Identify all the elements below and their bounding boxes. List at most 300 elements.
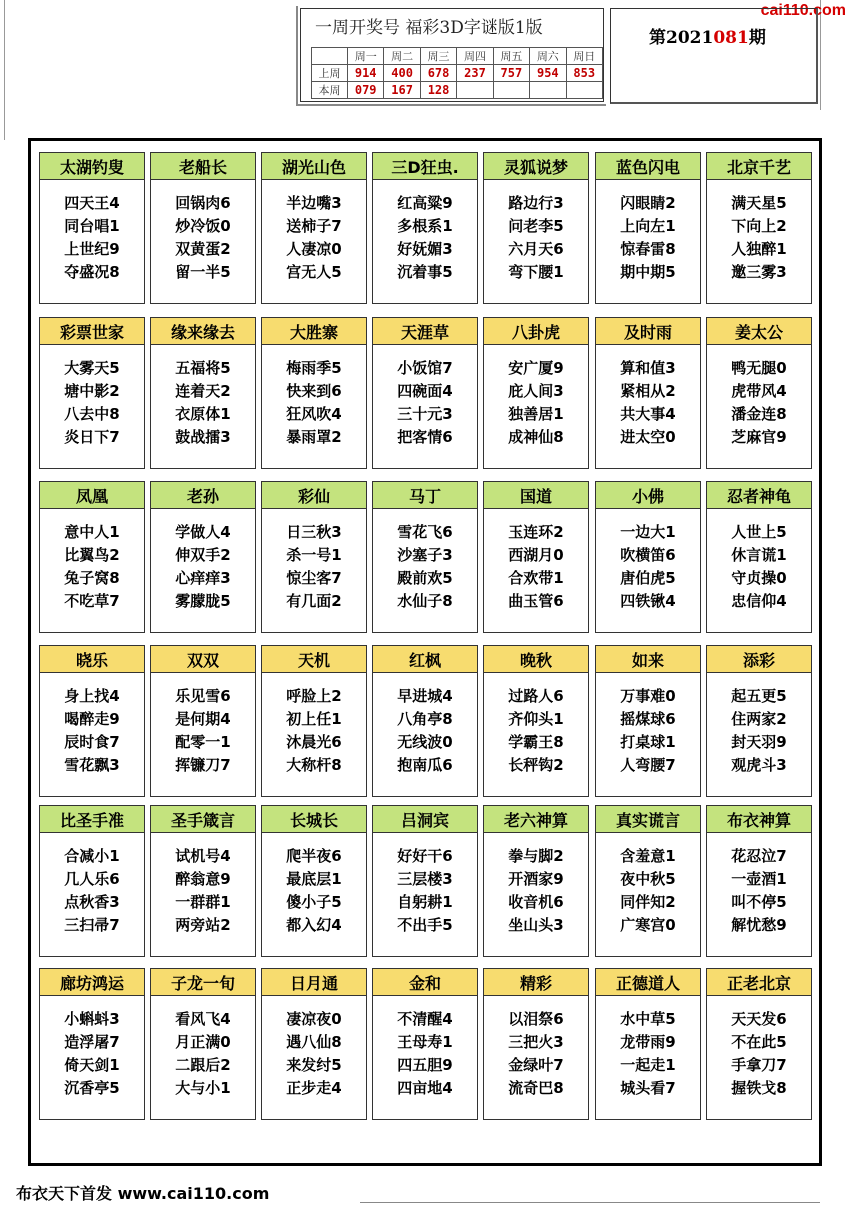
riddle-line: 试机号4 (175, 847, 231, 865)
draw-number: 954 (530, 65, 566, 82)
riddle-body (372, 180, 478, 304)
riddle-card (39, 805, 145, 957)
weekly-draw-table (311, 47, 603, 99)
day-cell: 周四 (457, 48, 493, 65)
riddle-author: 添彩 (706, 645, 812, 673)
riddle-card (706, 317, 812, 469)
riddle-line: 下向上2 (731, 217, 787, 235)
riddle-author: 红枫 (372, 645, 478, 673)
riddle-line: 进太空0 (620, 428, 676, 446)
riddle-line: 多根系1 (397, 217, 453, 235)
riddle-line: 观虎斗3 (731, 756, 787, 774)
riddle-body (150, 996, 256, 1120)
riddle-body (483, 180, 589, 304)
riddle-author: 吕洞宾 (372, 805, 478, 833)
riddle-line: 小蝌蚪3 (64, 1010, 120, 1028)
riddle-line: 意中人1 (64, 523, 120, 541)
row-label: 本周 (312, 82, 348, 99)
riddle-line: 抱南瓜6 (397, 756, 453, 774)
riddle-card (261, 645, 367, 797)
riddle-line: 一群群1 (175, 893, 231, 911)
riddle-line: 问老李5 (508, 217, 564, 235)
riddle-line: 同台唱1 (64, 217, 120, 235)
riddle-card (39, 481, 145, 633)
riddle-card (261, 317, 367, 469)
riddle-body (706, 833, 812, 957)
riddle-body (39, 673, 145, 797)
riddle-author: 忍者神龟 (706, 481, 812, 509)
riddle-line: 炎日下7 (64, 428, 120, 446)
riddle-body (261, 345, 367, 469)
riddle-author: 正德道人 (595, 968, 701, 996)
riddle-card (150, 968, 256, 1120)
riddle-line: 三把火3 (508, 1033, 564, 1051)
riddle-card (595, 645, 701, 797)
riddle-author: 天涯草 (372, 317, 478, 345)
riddle-line: 叫不停5 (731, 893, 787, 911)
riddle-line: 杀一号1 (286, 546, 342, 564)
riddle-line: 雾朦胧5 (175, 592, 231, 610)
riddle-line: 流奇巴8 (508, 1079, 564, 1097)
riddle-line: 雪花飘3 (64, 756, 120, 774)
riddle-line: 殿前欢5 (397, 569, 453, 587)
riddle-card (261, 968, 367, 1120)
riddle-line: 衣原体1 (175, 405, 231, 423)
riddle-body (483, 996, 589, 1120)
riddle-line: 好妩媚3 (397, 240, 453, 258)
riddle-line: 不清醒4 (397, 1010, 453, 1028)
riddle-line: 三层楼3 (397, 870, 453, 888)
riddle-line: 开酒家9 (508, 870, 564, 888)
riddle-author: 八卦虎 (483, 317, 589, 345)
footer-divider (360, 1202, 820, 1203)
riddle-line: 点秋香3 (64, 893, 120, 911)
riddle-line: 沉着事5 (397, 263, 453, 281)
riddle-card (595, 481, 701, 633)
riddle-line: 正步走4 (286, 1079, 342, 1097)
riddle-line: 人弯腰7 (620, 756, 676, 774)
this-week-row (312, 82, 603, 99)
riddle-line: 合欢带1 (508, 569, 564, 587)
draw-number: 678 (420, 65, 456, 82)
last-week-row (312, 65, 603, 82)
riddle-line: 八角亭8 (397, 710, 453, 728)
riddle-author: 北京千艺 (706, 152, 812, 180)
riddle-body (483, 509, 589, 633)
riddle-line: 挥镰刀7 (175, 756, 231, 774)
riddle-author: 彩仙 (261, 481, 367, 509)
riddle-line: 独善居1 (508, 405, 564, 423)
riddle-line: 唐伯虎5 (620, 569, 676, 587)
riddle-author: 子龙一旬 (150, 968, 256, 996)
riddle-line: 双黄蛋2 (175, 240, 231, 258)
riddle-body (150, 833, 256, 957)
riddle-line: 一壶酒1 (731, 870, 787, 888)
riddle-card (595, 805, 701, 957)
riddle-line: 身上找4 (64, 687, 120, 705)
riddle-body (372, 996, 478, 1120)
riddle-line: 龙带雨9 (620, 1033, 676, 1051)
riddle-line: 夺盛况8 (64, 263, 120, 281)
riddle-card (39, 152, 145, 304)
riddle-card (150, 481, 256, 633)
issue-suffix: 期 (748, 28, 766, 48)
riddle-author: 布衣神算 (706, 805, 812, 833)
riddle-author: 天机 (261, 645, 367, 673)
riddle-card (39, 317, 145, 469)
riddle-line: 长秤钩2 (508, 756, 564, 774)
corner-cell (312, 48, 348, 65)
riddle-body (483, 345, 589, 469)
riddle-line: 二跟后2 (175, 1056, 231, 1074)
riddle-body (261, 673, 367, 797)
riddle-line: 大雾天5 (64, 359, 120, 377)
riddle-line: 乐见雪6 (175, 687, 231, 705)
riddle-line: 人独醉1 (731, 240, 787, 258)
riddle-author: 老六神算 (483, 805, 589, 833)
riddle-line: 快来到6 (286, 382, 342, 400)
riddle-line: 人凄凉0 (286, 240, 342, 258)
riddle-author: 马丁 (372, 481, 478, 509)
day-header-row (312, 48, 603, 65)
riddle-line: 不吃草7 (64, 592, 120, 610)
riddle-line: 遇八仙8 (286, 1033, 342, 1051)
footer-credit: 布衣天下首发 www.cai110.com (16, 1184, 270, 1203)
riddle-line: 弯下腰1 (508, 263, 564, 281)
riddle-author: 大胜寨 (261, 317, 367, 345)
riddle-card (706, 481, 812, 633)
issue-code: 081 (713, 28, 749, 48)
riddle-body (39, 345, 145, 469)
riddle-body (372, 673, 478, 797)
riddle-line: 配零一1 (175, 733, 231, 751)
riddle-line: 都入幻4 (286, 916, 342, 934)
riddle-author: 老船长 (150, 152, 256, 180)
issue-prefix: 第2021 (649, 28, 714, 48)
riddle-line: 好好干6 (397, 847, 453, 865)
riddle-line: 上向左1 (620, 217, 676, 235)
riddle-author: 廊坊鸿运 (39, 968, 145, 996)
draw-number: 237 (457, 65, 493, 82)
riddle-card (261, 805, 367, 957)
riddle-line: 一边大1 (620, 523, 676, 541)
draw-number: 853 (566, 65, 602, 82)
riddle-line: 解忧愁9 (731, 916, 787, 934)
riddle-line: 握铁戈8 (731, 1079, 787, 1097)
riddle-body (372, 509, 478, 633)
riddle-body (483, 833, 589, 957)
riddle-body (595, 833, 701, 957)
riddle-line: 三十元3 (397, 405, 453, 423)
riddle-card (372, 645, 478, 797)
riddle-card (595, 152, 701, 304)
riddle-line: 是何期4 (175, 710, 231, 728)
riddle-line: 芝麻官9 (731, 428, 787, 446)
riddle-line: 宫无人5 (286, 263, 342, 281)
riddle-author: 晓乐 (39, 645, 145, 673)
riddle-line: 吹横笛6 (620, 546, 676, 564)
riddle-line: 来发纣5 (286, 1056, 342, 1074)
riddle-line: 学霸王8 (508, 733, 564, 751)
riddle-line: 同伴知2 (620, 893, 676, 911)
riddle-author: 比圣手准 (39, 805, 145, 833)
riddle-line: 不在此5 (731, 1033, 787, 1051)
riddle-card (595, 317, 701, 469)
riddle-line: 连着天2 (175, 382, 231, 400)
riddle-line: 早进城4 (397, 687, 453, 705)
draw-number (530, 82, 566, 99)
riddle-line: 不出手5 (397, 916, 453, 934)
riddle-line: 虎带风4 (731, 382, 787, 400)
riddle-line: 鸭无腿0 (731, 359, 787, 377)
riddle-line: 水仙子8 (397, 592, 453, 610)
riddle-body (39, 996, 145, 1120)
riddle-body (706, 996, 812, 1120)
riddle-grid (28, 138, 822, 1166)
riddle-line: 无线波0 (397, 733, 453, 751)
riddle-line: 沉香亭5 (64, 1079, 120, 1097)
riddle-line: 暴雨罩2 (286, 428, 342, 446)
riddle-line: 人世上5 (731, 523, 787, 541)
riddle-line: 广寒宫0 (620, 916, 676, 934)
riddle-body (39, 180, 145, 304)
riddle-line: 住两家2 (731, 710, 787, 728)
riddle-line: 有几面2 (286, 592, 342, 610)
riddle-body (706, 180, 812, 304)
riddle-line: 凄凉夜0 (286, 1010, 342, 1028)
riddle-line: 几人乐6 (64, 870, 120, 888)
riddle-card (483, 968, 589, 1120)
draw-number: 914 (348, 65, 384, 82)
riddle-card (372, 152, 478, 304)
riddle-line: 庇人间3 (508, 382, 564, 400)
riddle-line: 过路人6 (508, 687, 564, 705)
riddle-line: 闪眼睛2 (620, 194, 676, 212)
riddle-line: 辰时食7 (64, 733, 120, 751)
riddle-body (261, 833, 367, 957)
riddle-author: 姜太公 (706, 317, 812, 345)
riddle-line: 天天发6 (731, 1010, 787, 1028)
riddle-line: 王母寿1 (397, 1033, 453, 1051)
riddle-body (595, 996, 701, 1120)
riddle-body (706, 345, 812, 469)
riddle-line: 打桌球1 (620, 733, 676, 751)
riddle-author: 真实谎言 (595, 805, 701, 833)
riddle-line: 日三秋3 (286, 523, 342, 541)
riddle-body (595, 673, 701, 797)
riddle-author: 正老北京 (706, 968, 812, 996)
riddle-card (372, 481, 478, 633)
riddle-body (261, 996, 367, 1120)
riddle-body (150, 345, 256, 469)
riddle-author: 老孙 (150, 481, 256, 509)
riddle-body (150, 509, 256, 633)
riddle-line: 四五胆9 (397, 1056, 453, 1074)
weekly-draw-panel (300, 8, 604, 102)
riddle-line: 起五更5 (731, 687, 787, 705)
riddle-author: 金和 (372, 968, 478, 996)
riddle-author: 三D狂虫. (372, 152, 478, 180)
riddle-card (150, 152, 256, 304)
riddle-line: 自躬耕1 (397, 893, 453, 911)
draw-number (493, 82, 529, 99)
riddle-body (150, 673, 256, 797)
riddle-card (261, 152, 367, 304)
riddle-line: 雪花飞6 (397, 523, 453, 541)
draw-number: 128 (420, 82, 456, 99)
riddle-line: 惊春雷8 (620, 240, 676, 258)
issue-number (649, 23, 766, 48)
riddle-author: 太湖钓叟 (39, 152, 145, 180)
riddle-body (372, 345, 478, 469)
riddle-body (706, 673, 812, 797)
riddle-card (372, 805, 478, 957)
riddle-line: 心痒痒3 (175, 569, 231, 587)
riddle-line: 造浮屠7 (64, 1033, 120, 1051)
riddle-card (372, 968, 478, 1120)
riddle-line: 共大事4 (620, 405, 676, 423)
page-title: 一周开奖号 福彩3D字谜版1版 (315, 18, 543, 38)
site-watermark: cai110.com (760, 2, 846, 19)
riddle-line: 学做人4 (175, 523, 231, 541)
riddle-body (706, 509, 812, 633)
draw-number: 167 (384, 82, 420, 99)
riddle-line: 红高粱9 (397, 194, 453, 212)
riddle-line: 忠信仰4 (731, 592, 787, 610)
riddle-line: 万事难0 (620, 687, 676, 705)
riddle-line: 夜中秋5 (620, 870, 676, 888)
riddle-line: 期中期5 (620, 263, 676, 281)
riddle-line: 封天羽9 (731, 733, 787, 751)
riddle-line: 小饭馆7 (397, 359, 453, 377)
riddle-body (261, 509, 367, 633)
riddle-line: 合减小1 (64, 847, 120, 865)
draw-number: 400 (384, 65, 420, 82)
riddle-line: 初上任1 (286, 710, 342, 728)
riddle-line: 紧相从2 (620, 382, 676, 400)
riddle-line: 倚天剑1 (64, 1056, 120, 1074)
riddle-line: 大与小1 (175, 1079, 231, 1097)
riddle-line: 五福将5 (175, 359, 231, 377)
riddle-line: 一起走1 (620, 1056, 676, 1074)
riddle-line: 邀三雾3 (731, 263, 787, 281)
riddle-line: 以泪祭6 (508, 1010, 564, 1028)
riddle-card (706, 968, 812, 1120)
riddle-line: 沙塞子3 (397, 546, 453, 564)
riddle-author: 凤凰 (39, 481, 145, 509)
riddle-line: 四亩地4 (397, 1079, 453, 1097)
riddle-author: 蓝色闪电 (595, 152, 701, 180)
riddle-author: 湖光山色 (261, 152, 367, 180)
day-cell: 周日 (566, 48, 602, 65)
draw-number (457, 82, 493, 99)
day-cell: 周五 (493, 48, 529, 65)
riddle-line: 潘金连8 (731, 405, 787, 423)
riddle-card (150, 317, 256, 469)
riddle-author: 小佛 (595, 481, 701, 509)
riddle-line: 送柿子7 (286, 217, 342, 235)
riddle-line: 狂风吹4 (286, 405, 342, 423)
riddle-card (39, 968, 145, 1120)
riddle-line: 半边嘴3 (286, 194, 342, 212)
draw-number (566, 82, 602, 99)
riddle-line: 比翼鸟2 (64, 546, 120, 564)
riddle-line: 水中草5 (620, 1010, 676, 1028)
riddle-line: 花忍泣7 (731, 847, 787, 865)
riddle-card (150, 645, 256, 797)
riddle-line: 伸双手2 (175, 546, 231, 564)
riddle-card (483, 317, 589, 469)
riddle-line: 三扫帚7 (64, 916, 120, 934)
riddle-body (372, 833, 478, 957)
riddle-line: 满天星5 (731, 194, 787, 212)
riddle-line: 爬半夜6 (286, 847, 342, 865)
riddle-body (483, 673, 589, 797)
riddle-card (706, 152, 812, 304)
riddle-author: 及时雨 (595, 317, 701, 345)
riddle-body (39, 833, 145, 957)
riddle-author: 日月通 (261, 968, 367, 996)
riddle-author: 晚秋 (483, 645, 589, 673)
riddle-line: 看风飞4 (175, 1010, 231, 1028)
riddle-card (39, 645, 145, 797)
riddle-line: 玉连环2 (508, 523, 564, 541)
riddle-line: 留一半5 (175, 263, 231, 281)
draw-number: 079 (348, 82, 384, 99)
riddle-author: 缘来缘去 (150, 317, 256, 345)
riddle-author: 精彩 (483, 968, 589, 996)
riddle-line: 回锅肉6 (175, 194, 231, 212)
riddle-card (595, 968, 701, 1120)
riddle-line: 四铁锹4 (620, 592, 676, 610)
riddle-author: 彩票世家 (39, 317, 145, 345)
riddle-body (39, 509, 145, 633)
riddle-line: 曲玉管6 (508, 592, 564, 610)
riddle-line: 大称杆8 (286, 756, 342, 774)
riddle-line: 沐晨光6 (286, 733, 342, 751)
day-cell: 周三 (420, 48, 456, 65)
riddle-line: 拳与脚2 (508, 847, 564, 865)
riddle-line: 喝醉走9 (64, 710, 120, 728)
riddle-line: 八去中8 (64, 405, 120, 423)
riddle-line: 收音机6 (508, 893, 564, 911)
riddle-card (706, 645, 812, 797)
riddle-card (261, 481, 367, 633)
riddle-line: 鼓战擂3 (175, 428, 231, 446)
riddle-line: 四碗面4 (397, 382, 453, 400)
draw-number: 757 (493, 65, 529, 82)
riddle-line: 炒冷饭0 (175, 217, 231, 235)
riddle-line: 六月天6 (508, 240, 564, 258)
riddle-author: 长城长 (261, 805, 367, 833)
riddle-body (150, 180, 256, 304)
riddle-line: 齐仰头1 (508, 710, 564, 728)
riddle-line: 月正满0 (175, 1033, 231, 1051)
riddle-line: 安广厦9 (508, 359, 564, 377)
riddle-line: 摇煤球6 (620, 710, 676, 728)
riddle-line: 算和值3 (620, 359, 676, 377)
riddle-line: 上世纪9 (64, 240, 120, 258)
day-cell: 周一 (348, 48, 384, 65)
day-cell: 周二 (384, 48, 420, 65)
riddle-line: 西湖月0 (508, 546, 564, 564)
issue-panel (610, 8, 818, 104)
riddle-author: 国道 (483, 481, 589, 509)
riddle-line: 城头看7 (620, 1079, 676, 1097)
riddle-body (595, 345, 701, 469)
riddle-card (483, 152, 589, 304)
riddle-line: 把客情6 (397, 428, 453, 446)
